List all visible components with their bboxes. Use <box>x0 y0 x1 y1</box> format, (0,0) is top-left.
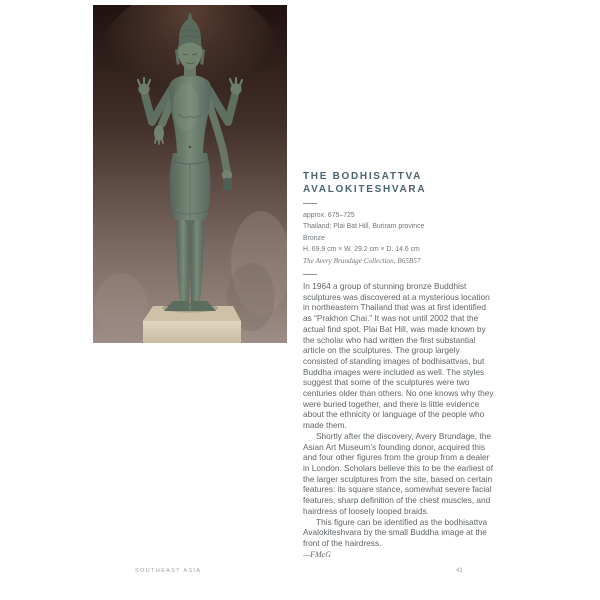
artwork-date: approx. 675–725 <box>303 212 355 219</box>
bodhisattva-sculpture-image <box>93 5 287 343</box>
divider-rule <box>303 274 317 275</box>
entry-text-column <box>303 170 495 560</box>
artwork-metadata <box>303 210 495 267</box>
section-label: SOUTHEAST ASIA <box>135 568 202 574</box>
artwork-origin: Thailand; Plai Bat Hill, Buriram province <box>303 223 425 231</box>
divider-rule <box>303 203 317 204</box>
artwork-credit-line: The Avery Brundage Collection, B65B57 <box>303 256 421 265</box>
essay-paragraph: In 1964 a group of stunning bronze Buddhist sculptures was discovered at a mysterious location in northeastern Thailand that was at first identified as “Prakhon Chai.” It was not until 2002 that the actual find spot, Plai Bat Hill, was made known by the scholar who had written the first substantial article on the sculptures. The group largely consisted of standing images of bodhisattvas, but Buddha images were included as well. The styles suggest that some of the sculptures were two centuries older than others. No one knows why they were buried together, and there is little evidence about the ethnicity or language of the people who made them. <box>303 281 494 431</box>
essay-paragraph: This figure can be identified as the bodhisattva Avalokiteshvara by the small Buddha image at the front of the hairdress. <box>303 516 488 548</box>
artwork-dimensions: H. 69.9 cm × W. 29.2 cm × D. 14.6 cm <box>303 246 420 254</box>
page-number: 41 <box>456 568 463 574</box>
author-initials: —FMcG <box>303 549 331 559</box>
artwork-title: THE BODHISATTVA AVALOKITESHVARA <box>303 171 427 195</box>
artwork-medium: Bronze <box>303 234 325 242</box>
artwork-photo <box>93 5 287 343</box>
essay-paragraph: Shortly after the discovery, Avery Brundage, the Asian Art Museum’s founding donor, acquired this and four other figures from the group from a dealer in London. Scholars believe this to be the earliest of the larger sculptures from the site, based on certain features: its square stance, somewhat severe facial features, sharp definition of the chest muscles, and hairdress of loosely looped braids. <box>303 430 494 516</box>
essay-text <box>303 281 495 560</box>
